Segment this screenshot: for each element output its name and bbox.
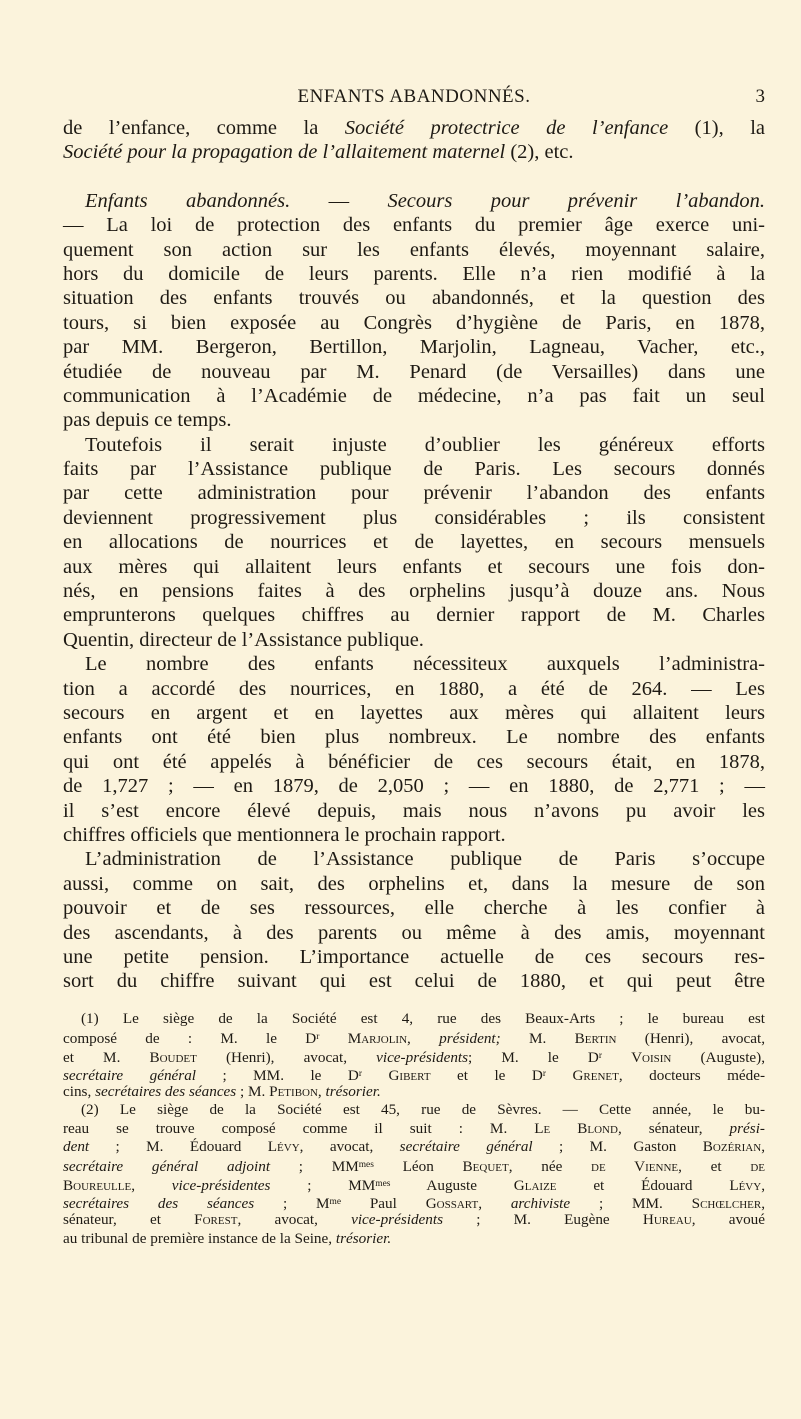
- small-caps-name: Hureau: [642, 1211, 692, 1229]
- text-run: (2) Le siège de la Société est 45, rue de Sèvres. — Cette année, le bu-: [81, 1101, 765, 1119]
- text-run: (1) Le siège de la Société est 4, rue des Beaux-Arts ; le bureau est: [81, 1010, 765, 1027]
- text-line: [63, 701, 765, 725]
- text-run: ; M: [254, 1195, 330, 1213]
- text-run: ; M. Eugène: [443, 1211, 643, 1229]
- text-run: ; MM: [270, 1176, 376, 1194]
- text-line: [63, 774, 765, 798]
- text-run: , docteurs méde-: [618, 1067, 766, 1085]
- text-run: , et: [678, 1158, 751, 1176]
- italic-text: Société protectrice de l’enfance: [344, 117, 669, 139]
- text-run: ; M. Gaston: [532, 1138, 703, 1156]
- text-run: ,: [407, 1030, 440, 1048]
- text-line: [63, 823, 765, 847]
- text-run: ; M. le D: [468, 1048, 599, 1066]
- text-run: Quentin, directeur de l’Assistance publique.: [63, 628, 424, 651]
- paragraph: [63, 189, 765, 433]
- text-run: aux mères qui allaitent leurs enfants et secours une fois don-: [63, 555, 765, 578]
- text-run: (Henri), avocat,: [616, 1030, 765, 1048]
- small-caps-name: de: [750, 1158, 765, 1176]
- italic-text: secrétaire général: [63, 1067, 197, 1085]
- text-line: [63, 433, 765, 457]
- text-line: [63, 847, 765, 871]
- text-run: ,: [131, 1176, 172, 1194]
- small-caps-name: Bequet: [462, 1158, 509, 1176]
- paragraph: [63, 847, 765, 993]
- text-run: quement son action sur les enfants élevés, moyennant salaire,: [63, 238, 765, 261]
- text-run: ,: [317, 1083, 326, 1101]
- text-line: [63, 921, 765, 945]
- text-line: [63, 1010, 765, 1028]
- small-caps-name: Boureulle: [63, 1176, 132, 1194]
- text-line: [63, 799, 765, 823]
- text-line: [63, 360, 765, 384]
- text-line: [63, 116, 765, 140]
- italic-text: secrétaires des séances: [95, 1083, 237, 1101]
- italic-text: dent: [63, 1138, 90, 1156]
- text-line: [63, 1156, 765, 1174]
- text-run: pouvoir et de ses ressources, elle cherche à les confier à: [63, 897, 765, 920]
- text-run: (Auguste),: [671, 1048, 766, 1066]
- text-line: [63, 945, 765, 969]
- text-run: , avocat,: [299, 1138, 400, 1156]
- small-caps-name: Boudet: [149, 1048, 197, 1066]
- text-line: [63, 1211, 765, 1229]
- text-run: étudiée de nouveau par M. Penard (de Versailles) dans une: [63, 360, 765, 383]
- text-run: —: [290, 189, 388, 212]
- text-run: des ascendants, à des parents ou même à des amis, moyennant: [63, 921, 765, 944]
- italic-text: secrétaire général adjoint: [63, 1158, 271, 1176]
- italic-text: archiviste: [510, 1195, 571, 1213]
- italic-text: vice-présidents: [376, 1048, 469, 1066]
- text-run: composé de : M. le D: [63, 1030, 317, 1048]
- text-run: de 1,727 ; — en 1879, de 2,050 ; — en 1880, de 2,771 ; —: [63, 775, 765, 798]
- text-line: [63, 555, 765, 579]
- text-run: de l’enfance, comme la: [63, 117, 345, 139]
- text-run: en allocations de nourrices et de layettes, en secours mensuels: [63, 531, 765, 554]
- superscript: mes: [375, 1178, 391, 1189]
- text-line: [63, 872, 765, 896]
- paragraph: [63, 433, 765, 653]
- italic-text: Secours pour prévenir l’abandon.: [387, 189, 766, 212]
- italic-text: secrétaires des séances: [63, 1195, 255, 1213]
- text-line: [63, 530, 765, 554]
- text-line: [63, 1193, 765, 1211]
- text-run: ; MM. le D: [196, 1067, 359, 1085]
- small-caps-name: Glaize: [513, 1176, 557, 1194]
- text-run: , née: [508, 1158, 592, 1176]
- text-line: [63, 652, 765, 676]
- text-line: [63, 1047, 765, 1065]
- text-line: [63, 677, 765, 701]
- running-title: ENFANTS ABANDONNÉS.: [297, 86, 531, 107]
- text-line: [63, 603, 765, 627]
- italic-text: Société pour la propagation de l’allaitement maternel: [63, 141, 506, 164]
- text-run: (2), etc.: [505, 141, 574, 164]
- text-run: et Édouard: [556, 1176, 730, 1194]
- superscript: me: [329, 1196, 342, 1207]
- text-line: [63, 750, 765, 774]
- text-run: secours en argent et en layettes aux mères qui allaitent leurs: [63, 701, 765, 724]
- text-run: Paul: [341, 1195, 426, 1213]
- text-run: emprunterons quelques chiffres au dernier rapport de M. Charles: [63, 604, 765, 627]
- text-run: , avoué: [691, 1211, 766, 1229]
- italic-text: prési-: [729, 1119, 765, 1137]
- text-run: tion a accordé des nourrices, en 1880, a été de 264. — Les: [63, 677, 765, 700]
- superscript: r: [316, 1032, 320, 1043]
- superscript: r: [358, 1068, 362, 1079]
- italic-text: trésorier.: [325, 1083, 381, 1101]
- text-run: aussi, comme on sait, des orphelins et, dans la mesure de son: [63, 872, 765, 895]
- small-caps-name: Grenet: [572, 1067, 619, 1085]
- text-run: et le D: [430, 1067, 543, 1085]
- footnote: [63, 1010, 765, 1101]
- text-run: Le nombre des enfants nécessiteux auxquels l’administra-: [85, 653, 765, 676]
- text-line: [63, 262, 765, 286]
- text-run: au tribunal de première instance de la Seine,: [63, 1229, 336, 1247]
- text-line: [63, 1175, 765, 1193]
- text-run: situation des enfants trouvés ou abandonnés, et la question des: [63, 287, 765, 310]
- text-line: [63, 408, 765, 432]
- small-caps-name: Lévy: [267, 1138, 300, 1156]
- superscript: mes: [358, 1160, 374, 1171]
- text-run: L’administration de l’Assistance publique de Paris s’occupe: [85, 848, 765, 871]
- text-line: [63, 896, 765, 920]
- text-run: sort du chiffre suivant qui est celui de 1880, et qui peut être: [63, 970, 765, 993]
- text-line: [63, 213, 765, 237]
- text-run: faits par l’Assistance publique de Paris. Les secours donnés: [63, 458, 765, 481]
- text-run: ; M. Édouard: [89, 1138, 268, 1156]
- text-run: [362, 1067, 388, 1084]
- page-header: [63, 86, 765, 112]
- text-run: ; M.: [236, 1083, 270, 1101]
- italic-text: président;: [439, 1030, 501, 1048]
- small-caps-name: Schœlcher: [691, 1195, 762, 1213]
- text-line: [63, 311, 765, 335]
- text-run: ; MM: [270, 1158, 359, 1176]
- text-line: [63, 384, 765, 408]
- text-run: Léon: [373, 1158, 463, 1176]
- text-run: il s’est encore élevé depuis, mais nous n’avons pu avoir les: [63, 799, 765, 822]
- italic-text: vice-présidents: [351, 1211, 444, 1229]
- text-run: Auguste: [390, 1176, 514, 1194]
- italic-text: trésorier.: [335, 1229, 392, 1247]
- small-caps-name: Lévy: [729, 1176, 762, 1194]
- text-run: , sénateur,: [617, 1119, 730, 1137]
- footnotes: [63, 1010, 765, 1248]
- text-run: ,: [761, 1195, 765, 1213]
- text-line: [63, 1065, 765, 1083]
- text-line: [63, 286, 765, 310]
- text-line: [63, 1138, 765, 1156]
- text-run: une petite pension. L’importance actuelle de ces secours res-: [63, 945, 765, 968]
- text-run: M.: [500, 1030, 575, 1048]
- text-run: reau se trouve composé comme il suit : M.: [63, 1119, 535, 1137]
- small-caps-name: Bozérian: [702, 1138, 762, 1156]
- text-run: hors du domicile de leurs parents. Elle n’a rien modifié à la: [63, 262, 765, 285]
- text-line: [63, 579, 765, 603]
- text-run: pas depuis ce temps.: [63, 409, 232, 432]
- text-line: [63, 969, 765, 993]
- small-caps-name: Petibon: [269, 1083, 318, 1101]
- italic-text: secrétaire général: [399, 1138, 533, 1156]
- small-caps-name: Gossart: [425, 1195, 479, 1213]
- text-line: [63, 628, 765, 652]
- text-line: [63, 1028, 765, 1046]
- text-run: ,: [761, 1176, 765, 1194]
- text-run: cins,: [63, 1083, 96, 1101]
- text-run: , avocat,: [237, 1211, 352, 1229]
- text-line: [63, 140, 765, 164]
- superscript: r: [598, 1050, 602, 1061]
- text-line: [63, 1101, 765, 1119]
- text-line: [63, 457, 765, 481]
- main-text: [63, 116, 765, 994]
- superscript: r: [542, 1068, 546, 1079]
- text-run: chiffres officiels que mentionnera le prochain rapport.: [63, 823, 506, 846]
- text-run: [319, 1031, 347, 1048]
- italic-text: Enfants abandonnés.: [85, 189, 291, 212]
- small-caps-name: Bertin: [574, 1030, 617, 1048]
- footnote: [63, 1101, 765, 1247]
- text-line: [63, 1083, 765, 1101]
- text-line: [63, 725, 765, 749]
- text-run: et M.: [63, 1048, 150, 1066]
- text-line: [63, 1230, 765, 1248]
- small-caps-name: Marjolin: [347, 1030, 408, 1048]
- text-run: par MM. Bergeron, Bertillon, Marjolin, Lagneau, Vacher, etc.,: [63, 336, 765, 359]
- text-run: tours, si bien exposée au Congrès d’hygiène de Paris, en 1878,: [63, 311, 765, 334]
- small-caps-name: Le Blond: [534, 1119, 618, 1137]
- text-run: sénateur, et: [63, 1211, 195, 1229]
- text-run: ,: [478, 1195, 511, 1213]
- page-number: 3: [755, 86, 765, 107]
- text-line: [63, 189, 765, 213]
- small-caps-name: Gibert: [388, 1067, 431, 1085]
- text-run: communication à l’Académie de médecine, n’a pas fait un seul: [63, 384, 765, 407]
- text-run: ,: [761, 1138, 765, 1156]
- text-line: [63, 506, 765, 530]
- text-run: [602, 1049, 631, 1066]
- text-run: [546, 1067, 572, 1084]
- small-caps-name: Voisin: [631, 1048, 672, 1066]
- text-line: [63, 1120, 765, 1138]
- text-run: (Henri), avocat,: [196, 1048, 377, 1066]
- text-line: [63, 238, 765, 262]
- text-line: [63, 481, 765, 505]
- text-run: (1), la: [668, 117, 765, 139]
- text-line: [63, 335, 765, 359]
- small-caps-name: de Vienne: [591, 1158, 679, 1176]
- small-caps-name: Forest: [194, 1211, 238, 1229]
- text-run: qui ont été appelés à bénéficier de ces secours était, en 1878,: [63, 750, 765, 773]
- italic-text: vice-présidentes: [171, 1176, 271, 1194]
- text-run: deviennent progressivement plus considérables ; ils consistent: [63, 506, 765, 529]
- paragraph: [63, 116, 765, 165]
- text-run: ; MM.: [570, 1195, 692, 1213]
- text-run: nés, en pensions faites à des orphelins jusqu’à douze ans. Nous: [63, 580, 765, 603]
- text-run: — La loi de protection des enfants du premier âge exerce uni-: [63, 214, 765, 237]
- text-run: par cette administration pour prévenir l’abandon des enfants: [63, 482, 765, 505]
- text-run: Toutefois il serait injuste d’oublier les généreux efforts: [85, 433, 765, 456]
- text-run: enfants ont été bien plus nombreux. Le nombre des enfants: [63, 726, 765, 749]
- paragraph: [63, 652, 765, 847]
